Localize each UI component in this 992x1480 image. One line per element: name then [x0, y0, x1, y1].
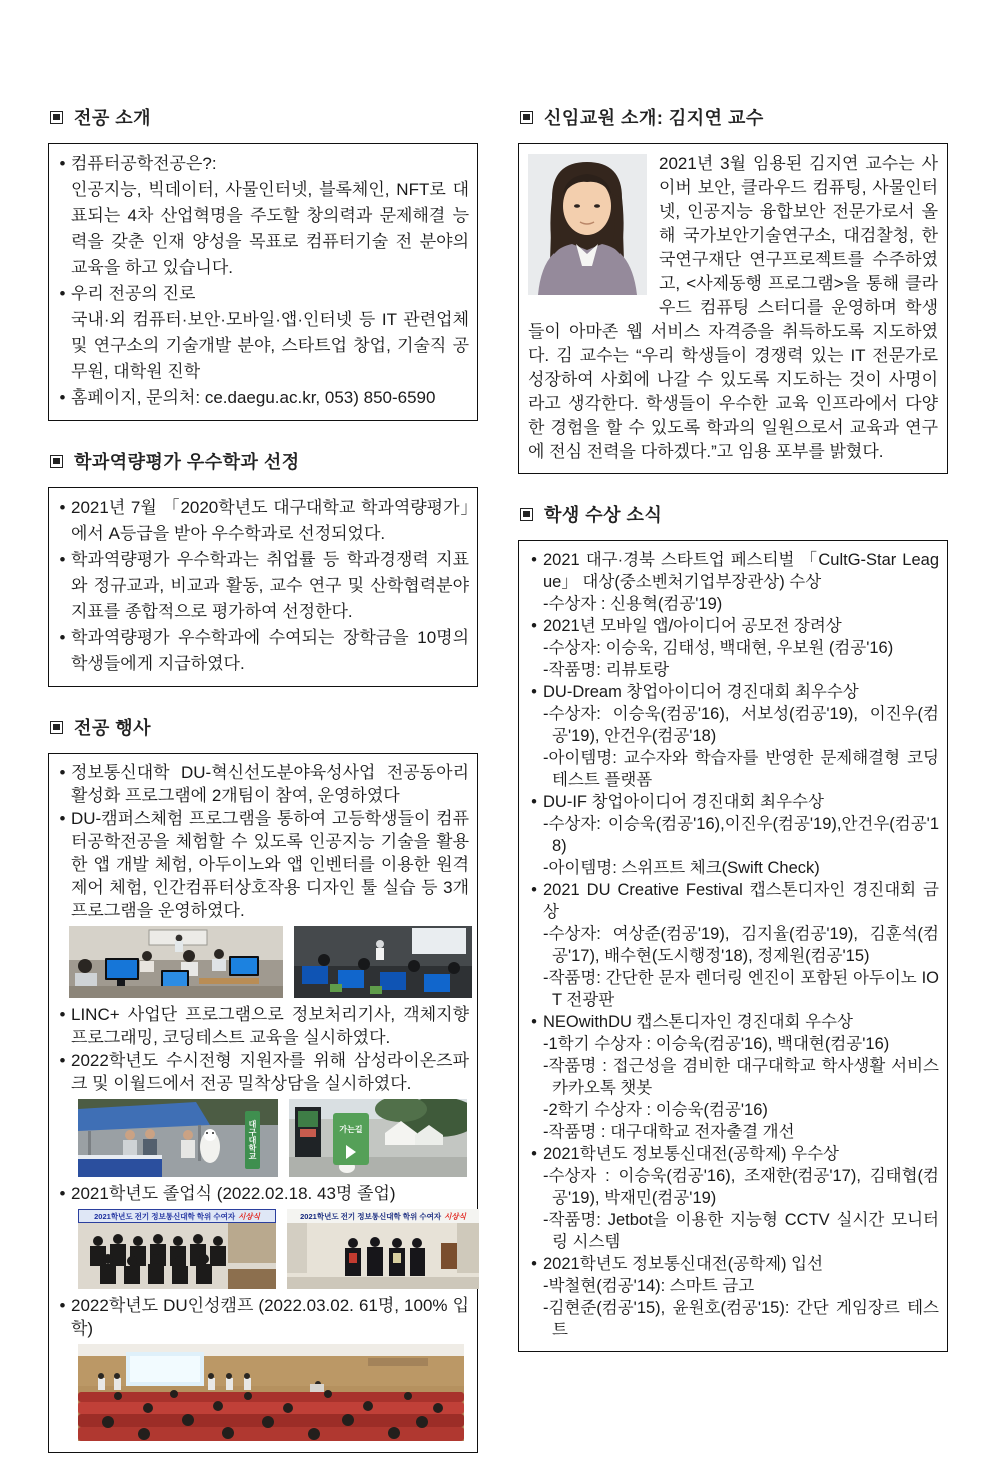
bullet-item — [54, 761, 469, 807]
bullet-dot: • — [531, 551, 537, 569]
award-detail: -아이템명: 교수자와 학습자를 반영한 문제해결형 코딩테스트 플랫폼 — [543, 749, 939, 789]
bullet-item — [54, 625, 469, 677]
award-detail: -작품명: 간단한 문자 렌더링 엔진이 포함된 아두이노 IOT 전광판 — [543, 969, 939, 1009]
bullet-indent — [54, 307, 71, 385]
award-item — [525, 1253, 939, 1341]
bullet-item — [54, 547, 469, 625]
award-detail: -2학기 수상자 : 이승욱(컴공'16) — [543, 1101, 768, 1119]
award-title-text: 2021 DU Creative Festival 캡스톤디자인 경진대회 금상 — [543, 881, 939, 921]
award-title-text: 2021년 모바일 앱/아이디어 공모전 장려상 — [543, 617, 842, 635]
bullet-dot: • — [59, 550, 66, 569]
section-title: 학생 수상 소식 — [544, 505, 663, 525]
section-title: 전공 소개 — [74, 108, 152, 128]
award-detail: -작품명: Jetbot을 이용한 지능형 CCTV 실시간 모니터링 시스템 — [543, 1211, 939, 1251]
award-item — [525, 615, 939, 681]
graduation-banner — [287, 1209, 479, 1223]
award-detail: -작품명 : 접근성을 겸비한 대구대학교 학사생활 서비스 카카오톡 챗봇 — [543, 1057, 939, 1097]
intro-box — [48, 143, 478, 421]
bullet-text: DU-캠퍼스체험 프로그램을 통하여 고등학생들이 컴퓨터공학전공을 체험할 수 있도록 인공지능 기술을 활용한 앱 개발 체험, 아두이노와 앱 인벤터를 이용한 원격 제어 체험, 인간컴퓨터상호작용 디자인 툴 실습 등 3개 프로그램을 운영하였다. — [71, 809, 469, 920]
bullet-item — [54, 1182, 469, 1205]
bullet-body-row — [54, 177, 469, 281]
bullet-item — [54, 807, 469, 922]
award-detail: -김현준(컴공'15), 윤원호(컴공'15): 간단 게임장르 테스트 — [543, 1299, 939, 1339]
award-title-text: DU-IF 창업아이디어 경진대회 최우수상 — [543, 793, 824, 811]
bullet-dot: • — [531, 793, 537, 811]
section-heading-intro — [50, 104, 478, 130]
bullet-dot: • — [59, 388, 66, 407]
photo-campus-path-tents — [289, 1099, 467, 1177]
bullet-dot: • — [59, 498, 66, 517]
section-heading-events — [50, 714, 478, 740]
section-marker-icon — [520, 111, 533, 124]
award-detail: -작품명: 리뷰토랑 — [543, 661, 670, 679]
photo-counseling-booth — [78, 1099, 278, 1177]
homepage-contact-line: 홈페이지, 문의처: ce.daegu.ac.kr, 053) 850-6590 — [71, 388, 436, 407]
bullet-text: LINC+ 사업단 프로그램으로 정보처리기사, 객체지향 프로그래밍, 코딩테스트 교육을 실시하였다. — [71, 1005, 469, 1047]
award-title-text: DU-Dream 창업아이디어 경진대회 최우수상 — [543, 683, 859, 701]
awards-box — [518, 540, 948, 1352]
events-box — [48, 753, 478, 1453]
photo-graduation-group — [78, 1209, 276, 1289]
section-title: 전공 행사 — [74, 718, 152, 738]
bullet-item — [54, 151, 469, 177]
section-heading-awards — [520, 501, 948, 527]
evaluation-box — [48, 487, 478, 687]
bullet-dot: • — [531, 1145, 537, 1163]
bullet-text: 정보통신대학 DU-혁신선도분야육성사업 전공동아리 활성화 프로그램에 2개팀이 참여, 운영하였다 — [71, 763, 469, 805]
bullet-text: 학과역량평가 우수학과는 취업률 등 학과경쟁력 지표와 정규교과, 비교과 활동, 교수 연구 및 산학협력분야 지표를 종합적으로 평가하여 선정한다. — [71, 550, 469, 621]
award-item — [525, 1143, 939, 1253]
direction-sign — [333, 1113, 369, 1165]
camp-line: 2022학년도 DU인성캠프 (2022.03.02. 61명, 100% 입학) — [71, 1296, 469, 1338]
professor-intro-text: 2021년 3월 임용된 김지연 교수는 사이버 보안, 클라우드 컴퓨팅, 사물인터넷, 인공지능 융합보안 전문가로서 올해 국가보안기술연구소, 대검찰청, 한국연구재단 연구프로젝트를 수주하였고, <사제동행 프로그램>을 통해 클라우드 컴퓨팅 스터디를 운영하며 학생들이 아마존 웹 서비스 자격증을 취득하도록 지도하였다. 김 교수는 “우리 학생들이 경쟁력 있는 IT 전문가로 성장하여 사회에 나갈 수 있도록 지도하는 것이 사명이라고 생각한다. 학생들이 우수한 교육 인프라에서 다양한 경험을 할 수 있도록 학과의 일원으로서 교육과 연구에 전심 전력을 다하겠다.”고 임용 포부를 밝혔다. — [528, 154, 938, 461]
bullet-dot: • — [531, 1255, 537, 1273]
right-column — [518, 104, 948, 1480]
award-detail: -수상자: 이승욱, 김태성, 백대현, 우보원 (컴공'16) — [543, 639, 894, 657]
section-title: 신임교원 소개: 김지연 교수 — [544, 108, 764, 128]
bullet-dot: • — [531, 881, 537, 899]
bullet-dot: • — [59, 1296, 66, 1315]
award-title-text: 2021학년도 정보통신대전(공학제) 입선 — [543, 1255, 824, 1273]
award-detail: -수상자: 이승욱(컴공'16), 서보성(컴공'19), 이진우(컴공'19), 안건우(컴공'18) — [543, 705, 939, 745]
bullet-item — [54, 1049, 469, 1095]
professor-box — [518, 143, 948, 474]
section-heading-evaluation — [50, 448, 478, 474]
section-title: 학과역량평가 우수학과 선정 — [74, 452, 300, 472]
photo-graduation-hall — [287, 1209, 479, 1289]
arrow-icon — [346, 1145, 356, 1159]
award-item — [525, 1011, 939, 1143]
bullet-dot: • — [59, 284, 66, 303]
graduation-line: 2021학년도 졸업식 (2022.02.18. 43명 졸업) — [71, 1184, 396, 1203]
banner-text: 2021학년도 전기 정보통신대학 학위 수여자 — [94, 1211, 236, 1221]
bullet-dot: • — [59, 154, 66, 173]
banner-text: 2021학년도 전기 정보통신대학 학위 수여자 — [300, 1211, 442, 1221]
bullet-body-row — [54, 307, 469, 385]
bullet-dot: • — [59, 1051, 66, 1070]
bullet-dot: • — [531, 683, 537, 701]
bullet-title: 우리 전공의 진로 — [71, 284, 196, 303]
section-marker-icon — [50, 111, 63, 124]
bullet-text: 2021년 7월 「2020학년도 대구대학교 학과역량평가」에서 A등급을 받아 우수학과로 선정되었다. — [71, 498, 469, 543]
bullet-item — [54, 385, 469, 411]
banner-accent-text: 시상식 — [238, 1211, 260, 1221]
award-detail: -박철현(컴공'14): 스마트 금고 — [543, 1277, 755, 1295]
award-title-text: 2021 대구·경북 스타트업 페스티벌 「CultG-Star League」 대상(중소벤처기업부장관상) 수상 — [543, 551, 939, 591]
bullet-item — [54, 495, 469, 547]
award-detail: -수상자: 여상준(컴공'19), 김지율(컴공'19), 김훈석(컴공'17), 배수현(도시행정'18), 정제원(컴공'15) — [543, 925, 939, 965]
bullet-body: 국내·외 컴퓨터·보안·모바일·앱·인터넷 등 IT 관련업체 및 연구소의 기술개발 분야, 스타트업 창업, 기술직 공무원, 대학원 진학 — [71, 310, 469, 381]
award-detail: -수상자 : 신용혁(컴공'19) — [543, 595, 723, 613]
bullet-text: 학과역량평가 우수학과에 수여되는 장학금을 10명의 학생들에게 지급하였다. — [71, 628, 469, 673]
bullet-title: 컴퓨터공학전공은?: — [71, 154, 217, 173]
award-detail: -1학기 수상자 : 이승욱(컴공'16), 백대현(컴공'16) — [543, 1035, 890, 1053]
bullet-indent — [54, 177, 71, 281]
photo-du-camp-auditorium — [78, 1344, 464, 1441]
left-column — [48, 104, 478, 1480]
banner-accent-text: 시상식 — [444, 1211, 466, 1221]
bullet-dot: • — [531, 617, 537, 635]
photo-classroom-lab-2 — [294, 926, 472, 998]
graduation-banner — [78, 1209, 276, 1223]
award-item — [525, 549, 939, 615]
award-detail: -작품명 : 대구대학교 전자출결 개선 — [543, 1123, 795, 1141]
photo-classroom-lab-1 — [69, 926, 283, 998]
bullet-dot: • — [59, 628, 66, 647]
bullet-dot: • — [59, 1005, 66, 1024]
section-marker-icon — [50, 455, 63, 468]
award-detail: -수상자: 이승욱(컴공'16),이진우(컴공'19),안건우(컴공'18) — [543, 815, 939, 855]
graduation-photo-row — [78, 1209, 467, 1289]
bullet-item — [54, 1294, 469, 1340]
booth-vertical-banner: 대구대학교 — [245, 1111, 260, 1169]
direction-sign-label: 가는길 — [339, 1125, 363, 1134]
bullet-dot: • — [531, 1013, 537, 1031]
booth-photo-row — [78, 1099, 467, 1177]
auditorium-photo-row — [78, 1344, 467, 1441]
section-heading-professor — [520, 104, 948, 130]
classroom-photo-row — [69, 926, 467, 998]
award-title-text: NEOwithDU 캡스톤디자인 경진대회 우수상 — [543, 1013, 853, 1031]
bullet-dot: • — [59, 809, 66, 828]
bullet-item — [54, 281, 469, 307]
bullet-item — [54, 1003, 469, 1049]
award-detail: -수상자 : 이승욱(컴공'16), 조재한(컴공'17), 김태협(컴공'19), 박재민(컴공'19) — [543, 1167, 939, 1207]
bullet-text: 2022학년도 수시전형 지원자를 위해 삼성라이온즈파크 및 이월드에서 전공 밀착상담을 실시하였다. — [71, 1051, 469, 1093]
bullet-dot: • — [59, 763, 66, 782]
award-detail: -아이템명: 스위프트 체크(Swift Check) — [543, 859, 820, 877]
section-marker-icon — [50, 721, 63, 734]
section-marker-icon — [520, 508, 533, 521]
professor-portrait-photo — [528, 154, 647, 295]
award-item — [525, 681, 939, 791]
bullet-body: 인공지능, 빅데이터, 사물인터넷, 블록체인, NFT로 대표되는 4차 산업혁명을 주도할 창의력과 문제해결 능력을 갖춘 인재 양성을 목표로 컴퓨터기술 전 분야의 교육을 하고 있습니다. — [71, 180, 469, 277]
bullet-dot: • — [59, 1184, 66, 1203]
award-title-text: 2021학년도 정보통신대전(공학제) 우수상 — [543, 1145, 839, 1163]
award-item — [525, 791, 939, 879]
award-item — [525, 879, 939, 1011]
